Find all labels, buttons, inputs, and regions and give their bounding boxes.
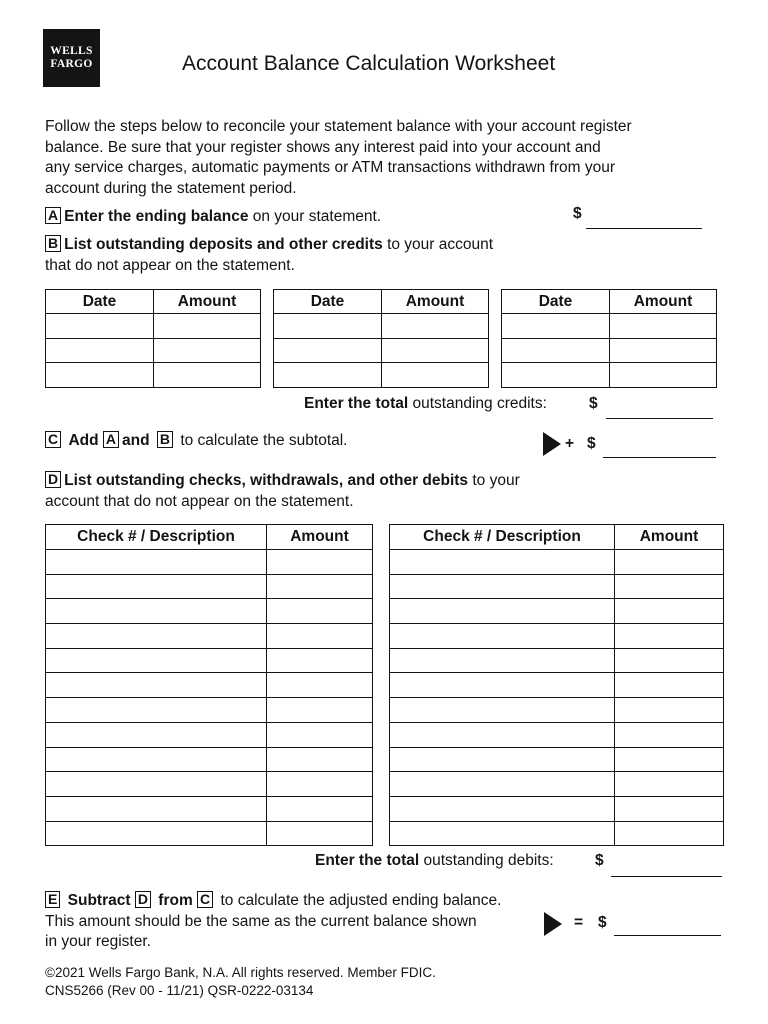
step-a-text: on your statement. — [248, 208, 382, 225]
amount-cell[interactable] — [267, 648, 373, 673]
step-e-currency: $ — [598, 914, 607, 931]
table-row — [274, 363, 489, 388]
amount-cell[interactable] — [615, 648, 724, 673]
table-row — [46, 550, 373, 575]
table-row — [390, 550, 724, 575]
amount-cell[interactable] — [610, 314, 717, 339]
step-d-bold: List outstanding checks, withdrawals, and other debits — [64, 472, 469, 489]
table-row — [390, 722, 724, 747]
amount-cell[interactable] — [267, 624, 373, 649]
table-row — [502, 363, 717, 388]
column-header-date: Date — [46, 290, 154, 314]
step-a-letter: A — [45, 207, 61, 224]
arrow-right-icon — [543, 432, 561, 456]
table-row — [390, 796, 724, 821]
table-row — [46, 314, 261, 339]
table-row — [46, 747, 373, 772]
table-row — [46, 624, 373, 649]
credits-total-field[interactable] — [606, 418, 713, 419]
step-c-ref-a: A — [103, 431, 119, 448]
step-c-letter: C — [45, 431, 61, 448]
step-e-text: to calculate the adjusted ending balance. — [220, 892, 502, 909]
step-e-ref-d: D — [135, 891, 151, 908]
entry-cell[interactable] — [46, 673, 267, 698]
step-a — [45, 207, 381, 228]
page-title: Account Balance Calculation Worksheet — [182, 52, 556, 75]
column-header-amount: Amount — [154, 290, 261, 314]
credits-table-1 — [45, 289, 261, 388]
table-row — [46, 821, 373, 846]
amount-cell[interactable] — [154, 314, 261, 339]
logo-line-1: WELLS — [50, 45, 93, 57]
step-d-letter: D — [45, 471, 61, 488]
amount-cell[interactable] — [267, 772, 373, 797]
entry-cell[interactable] — [46, 363, 154, 388]
amount-cell[interactable] — [267, 673, 373, 698]
amount-cell[interactable] — [267, 796, 373, 821]
table-row — [46, 796, 373, 821]
step-e-ref-c: C — [197, 891, 213, 908]
entry-cell[interactable] — [46, 574, 267, 599]
credits-total-label — [304, 394, 547, 415]
column-header-date: Date — [274, 290, 382, 314]
entry-cell[interactable] — [46, 747, 267, 772]
footer-copyright: ©2021 Wells Fargo Bank, N.A. All rights reserved. Member FDIC. — [45, 965, 436, 980]
step-d-line-2: account that do not appear on the statement. — [45, 492, 354, 510]
step-e-operator: = — [574, 914, 584, 931]
amount-cell[interactable] — [615, 772, 724, 797]
debits-total-bold: Enter the total — [315, 852, 420, 869]
table-row — [390, 648, 724, 673]
entry-cell[interactable] — [46, 314, 154, 339]
table-row — [502, 338, 717, 363]
amount-cell[interactable] — [382, 363, 489, 388]
step-a-bold: Enter the ending balance — [64, 208, 249, 225]
entry-cell[interactable] — [390, 624, 615, 649]
table-row — [390, 673, 724, 698]
intro-line-4: account during the statement period. — [45, 179, 297, 197]
intro-line-2: balance. Be sure that your register shows any interest paid into your account and — [45, 138, 601, 156]
table-row — [46, 338, 261, 363]
amount-cell[interactable] — [615, 821, 724, 846]
column-header-check-description: Check # / Description — [390, 525, 615, 550]
entry-cell[interactable] — [390, 722, 615, 747]
entry-cell[interactable] — [46, 624, 267, 649]
table-row — [46, 772, 373, 797]
entry-cell[interactable] — [390, 673, 615, 698]
entry-cell[interactable] — [46, 338, 154, 363]
table-row — [46, 599, 373, 624]
column-header-amount: Amount — [267, 525, 373, 550]
entry-cell[interactable] — [390, 796, 615, 821]
entry-cell[interactable] — [390, 550, 615, 575]
entry-cell[interactable] — [390, 821, 615, 846]
entry-cell[interactable] — [502, 363, 610, 388]
table-row — [46, 698, 373, 723]
step-c-and: and — [122, 432, 150, 449]
credits-table-2 — [273, 289, 489, 388]
credits-total-currency: $ — [589, 395, 598, 412]
step-a-currency: $ — [573, 205, 582, 222]
amount-cell[interactable] — [615, 673, 724, 698]
entry-cell[interactable] — [390, 698, 615, 723]
step-e-letter: E — [45, 891, 60, 908]
intro-line-1: Follow the steps below to reconcile your statement balance with your account register — [45, 118, 632, 135]
table-row — [46, 722, 373, 747]
step-c-ref-b: B — [157, 431, 173, 448]
entry-cell[interactable] — [46, 599, 267, 624]
adjusted-balance-field[interactable] — [614, 935, 721, 936]
table-row — [390, 599, 724, 624]
table-row — [390, 574, 724, 599]
step-c-add: Add — [68, 432, 99, 449]
amount-cell[interactable] — [382, 338, 489, 363]
table-row — [390, 747, 724, 772]
amount-cell[interactable] — [615, 796, 724, 821]
table-row — [274, 338, 489, 363]
step-b-line-2: that do not appear on the statement. — [45, 256, 295, 274]
entry-cell[interactable] — [390, 747, 615, 772]
amount-cell[interactable] — [615, 722, 724, 747]
step-e-line-2: This amount should be the same as the current balance shown — [45, 912, 477, 930]
debits-table-2 — [389, 524, 724, 846]
table-row — [274, 314, 489, 339]
entry-cell[interactable] — [46, 698, 267, 723]
amount-cell[interactable] — [610, 338, 717, 363]
amount-cell[interactable] — [615, 550, 724, 575]
amount-cell[interactable] — [267, 550, 373, 575]
entry-cell[interactable] — [46, 772, 267, 797]
entry-cell[interactable] — [46, 821, 267, 846]
arrow-right-icon — [544, 912, 562, 936]
amount-cell[interactable] — [154, 338, 261, 363]
debits-table-1 — [45, 524, 373, 846]
column-header-amount: Amount — [382, 290, 489, 314]
step-b-bold: List outstanding deposits and other credits — [64, 236, 383, 253]
step-e-subtract: Subtract — [67, 892, 131, 909]
debits-total-label — [315, 851, 554, 872]
amount-cell[interactable] — [615, 574, 724, 599]
entry-cell[interactable] — [46, 722, 267, 747]
credits-total-bold: Enter the total — [304, 395, 409, 412]
wells-fargo-logo — [43, 29, 100, 87]
logo-line-2: FARGO — [50, 58, 93, 70]
table-row — [502, 314, 717, 339]
step-e — [45, 891, 501, 953]
step-c-text: to calculate the subtotal. — [180, 432, 348, 449]
step-c-currency: $ — [587, 435, 596, 452]
table-row — [46, 363, 261, 388]
amount-cell[interactable] — [382, 314, 489, 339]
credits-table-3 — [501, 289, 717, 388]
entry-cell[interactable] — [390, 648, 615, 673]
table-row — [390, 772, 724, 797]
entry-cell[interactable] — [390, 574, 615, 599]
entry-cell[interactable] — [274, 338, 382, 363]
entry-cell[interactable] — [502, 314, 610, 339]
debits-total-currency: $ — [595, 852, 604, 869]
amount-cell[interactable] — [615, 747, 724, 772]
amount-cell[interactable] — [267, 821, 373, 846]
table-row — [390, 624, 724, 649]
amount-cell[interactable] — [267, 574, 373, 599]
table-row — [46, 574, 373, 599]
entry-cell[interactable] — [502, 338, 610, 363]
table-row — [390, 821, 724, 846]
amount-cell[interactable] — [610, 363, 717, 388]
entry-cell[interactable] — [274, 363, 382, 388]
amount-cell[interactable] — [615, 698, 724, 723]
entry-cell[interactable] — [390, 599, 615, 624]
step-b — [45, 235, 493, 276]
debits-total-field[interactable] — [611, 876, 722, 877]
entry-cell[interactable] — [46, 648, 267, 673]
amount-cell[interactable] — [154, 363, 261, 388]
amount-cell[interactable] — [615, 624, 724, 649]
column-header-amount: Amount — [615, 525, 724, 550]
amount-cell[interactable] — [267, 698, 373, 723]
step-c-operator: + — [565, 435, 575, 452]
step-d-text: to your — [468, 472, 520, 489]
entry-cell[interactable] — [46, 550, 267, 575]
amount-cell[interactable] — [267, 599, 373, 624]
intro-paragraph — [45, 117, 632, 199]
subtotal-field[interactable] — [603, 457, 716, 458]
column-header-date: Date — [502, 290, 610, 314]
step-d — [45, 471, 520, 512]
intro-line-3: any service charges, automatic payments or ATM transactions withdrawn from your — [45, 159, 615, 176]
amount-cell[interactable] — [267, 747, 373, 772]
step-c — [45, 431, 348, 452]
column-header-check-description: Check # / Description — [46, 525, 267, 550]
step-b-text: to your account — [382, 236, 494, 253]
ending-balance-field[interactable] — [586, 228, 702, 229]
step-e-line-3: in your register. — [45, 933, 151, 950]
column-header-amount: Amount — [610, 290, 717, 314]
table-row — [390, 698, 724, 723]
footer — [45, 964, 436, 1000]
amount-cell[interactable] — [615, 599, 724, 624]
footer-code: CNS5266 (Rev 00 - 11/21) QSR-0222-03134 — [45, 983, 314, 998]
table-row — [46, 648, 373, 673]
debits-total-text: outstanding debits: — [419, 852, 554, 869]
table-row — [46, 673, 373, 698]
entry-cell[interactable] — [274, 314, 382, 339]
credits-total-text: outstanding credits: — [408, 395, 547, 412]
entry-cell[interactable] — [390, 772, 615, 797]
amount-cell[interactable] — [267, 722, 373, 747]
step-e-from: from — [158, 892, 193, 909]
step-b-letter: B — [45, 235, 61, 252]
entry-cell[interactable] — [46, 796, 267, 821]
